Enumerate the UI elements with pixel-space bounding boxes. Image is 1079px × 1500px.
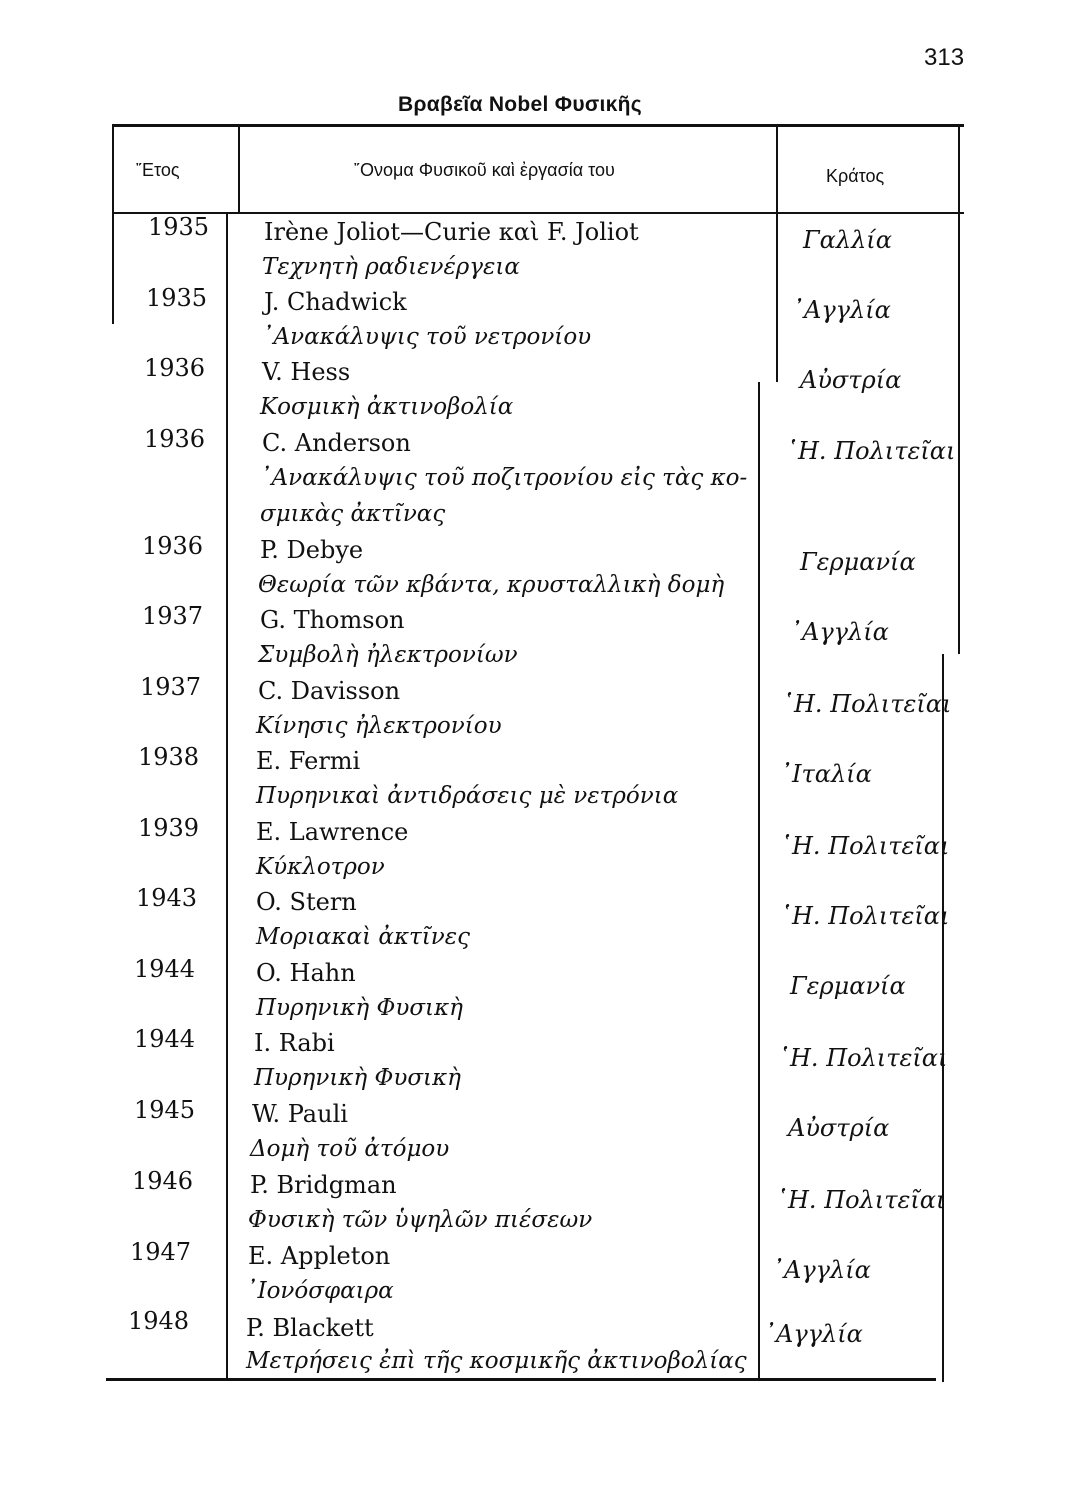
country-cell: Γερμανία: [800, 548, 916, 576]
name-cell: O. Stern: [256, 888, 357, 916]
year-cell: 1936: [144, 354, 206, 382]
work-cell: Φυσικὴ τῶν ὑψηλῶν πιέσεων: [248, 1207, 593, 1233]
year-cell: 1946: [132, 1167, 194, 1195]
year-cell: 1935: [146, 284, 208, 312]
column-divider-2-lower: [758, 382, 760, 1380]
country-cell: ῾Η. Πολιτεῖαι: [786, 437, 956, 465]
name-cell: P. Debye: [260, 536, 364, 564]
work-cell: Κίνησις ἠλεκτρονίου: [256, 713, 502, 739]
year-cell: 1947: [130, 1238, 192, 1266]
year-cell: 1944: [134, 1025, 196, 1053]
name-cell: W. Pauli: [252, 1100, 348, 1128]
country-cell: ῾Η. Πολιτεῖαι: [782, 690, 952, 718]
country-cell: ᾿Αγγλία: [764, 1320, 863, 1348]
work-cell: Πυρηνικὴ Φυσικὴ: [256, 995, 463, 1021]
name-cell: P. Blackett: [246, 1314, 374, 1342]
work-cell: Μετρήσεις ἐπὶ τῆς κοσμικῆς ἀκτινοβολίας: [246, 1348, 747, 1374]
work-cell: Μοριακαὶ ἀκτῖνες: [256, 924, 470, 950]
name-cell: J. Chadwick: [264, 288, 407, 316]
table-title: Βραβεῖα Nobel Φυσικῆς: [398, 93, 643, 116]
year-cell: 1943: [136, 884, 198, 912]
header-year: ῎Ετος: [136, 160, 180, 180]
work-cell: ᾿Ανακάλυψις τοῦ ποζιτρονίου εἰς τὰς κο-: [260, 465, 748, 491]
year-cell: 1945: [134, 1096, 196, 1124]
name-cell: I. Rabi: [254, 1029, 335, 1057]
year-cell: 1948: [128, 1307, 190, 1335]
work-cell: Θεωρία τῶν κβάντα, κρυσταλλικὴ δομὴ: [258, 572, 725, 598]
table-bottom-border: [106, 1378, 936, 1381]
year-cell: 1939: [138, 814, 200, 842]
country-cell: ᾿Αγγλία: [790, 618, 889, 646]
work-cell: Πυρηνικαὶ ἀντιδράσεις μὲ νετρόνια: [256, 783, 679, 809]
name-cell: C. Davisson: [258, 677, 401, 705]
name-cell: P. Bridgman: [250, 1171, 397, 1199]
year-cell: 1944: [134, 955, 196, 983]
name-cell: O. Hahn: [256, 959, 356, 987]
header-country: Κράτος: [826, 166, 885, 186]
year-cell: 1937: [140, 673, 202, 701]
work-cell-continued: σμικὰς ἀκτῖνας: [260, 501, 446, 527]
table-left-border: [112, 124, 114, 324]
country-cell: Γαλλία: [803, 226, 892, 254]
name-cell: G. Thomson: [260, 606, 405, 634]
year-cell: 1936: [144, 425, 206, 453]
table-right-border-lower: [942, 654, 944, 1382]
country-cell: Αὐστρία: [800, 366, 902, 394]
country-cell: Γερμανία: [790, 972, 906, 1000]
column-divider-1-lower: [226, 214, 228, 1378]
name-cell: E. Lawrence: [256, 818, 409, 846]
country-cell: ᾿Αγγλία: [792, 296, 891, 324]
work-cell: ᾿Ανακάλυψις τοῦ νετρονίου: [262, 324, 592, 350]
work-cell: ᾿Ιονόσφαιρα: [246, 1278, 394, 1304]
country-cell: ῾Η. Πολιτεῖαι: [778, 1044, 948, 1072]
country-cell: ῾Η. Πολιτεῖαι: [776, 1186, 946, 1214]
year-cell: 1936: [142, 532, 204, 560]
column-divider-2: [776, 124, 778, 382]
work-cell: Συμβολὴ ἠλεκτρονίων: [258, 642, 518, 668]
work-cell: Πυρηνικὴ Φυσικὴ: [254, 1065, 461, 1091]
work-cell: Κοσμικὴ ἀκτινοβολία: [260, 394, 514, 420]
country-cell: ῾Η. Πολιτεῖαι: [780, 902, 950, 930]
name-cell: V. Hess: [262, 358, 351, 386]
country-cell: ᾿Αγγλία: [772, 1256, 871, 1284]
country-cell: ᾿Ιταλία: [780, 760, 872, 788]
year-cell: 1937: [142, 602, 204, 630]
country-cell: ῾Η. Πολιτεῖαι: [780, 832, 950, 860]
name-cell: Irène Joliot—Curie καὶ F. Joliot: [264, 218, 639, 246]
name-cell: C. Anderson: [262, 429, 411, 457]
work-cell: Τεχνητὴ ραδιενέργεια: [262, 254, 520, 280]
column-divider-1: [238, 124, 240, 214]
country-cell: Αὐστρία: [788, 1114, 890, 1142]
work-cell: Δομὴ τοῦ ἀτόμου: [250, 1136, 450, 1162]
year-cell: 1935: [148, 213, 210, 241]
table-right-border: [958, 124, 960, 654]
header-name: ῎Ονομα Φυσικοῦ καὶ ἐργασία του: [354, 160, 615, 180]
year-cell: 1938: [138, 743, 200, 771]
name-cell: E. Fermi: [256, 747, 361, 775]
work-cell: Κύκλοτρον: [256, 854, 385, 880]
name-cell: E. Appleton: [248, 1242, 391, 1270]
page-number: 313: [924, 44, 965, 71]
